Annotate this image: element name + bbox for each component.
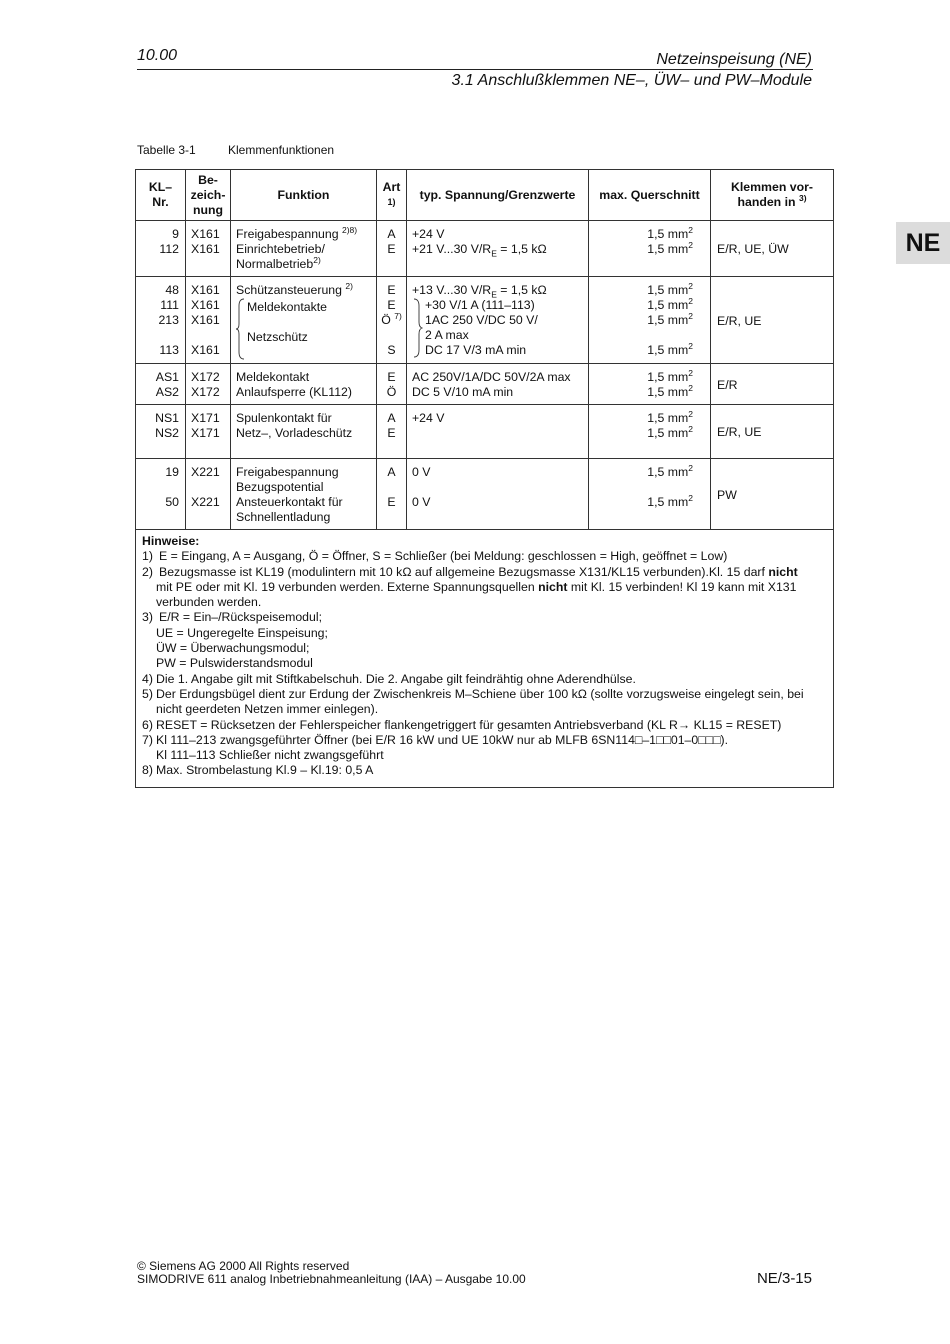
cell-querschnitt: 1,5 $mm^2$ 1,5 $mm^2$	[589, 364, 711, 405]
brace-icon	[236, 298, 246, 360]
note-4: 4) Die 1. Angabe gilt mit Stiftkabelschuh. Die 2. Angabe gilt feindrähtig ohne Aderendhülse.	[142, 671, 636, 686]
table-row	[136, 364, 834, 405]
cell-bezeichnung: X161 X161 X161 X161	[186, 277, 231, 364]
table-row	[136, 221, 834, 277]
cell-art: E Ö	[377, 364, 407, 405]
cell-querschnitt: 1,5 $mm^2$ 1,5 $mm^2$	[589, 459, 711, 530]
cell-art: A E	[377, 221, 407, 277]
cell-querschnitt: 1,5 $mm^2$ 1,5 $mm^2$	[589, 405, 711, 459]
brace-group: Meldekontakte Netzschütz	[236, 300, 372, 345]
notes-cell	[136, 530, 834, 788]
col-header-querschnitt: max. Querschnitt	[589, 170, 711, 221]
cell-spannung: 0 V 0 V	[407, 459, 589, 530]
cell-kl-nr: NS1 NS2	[136, 405, 186, 459]
footer-page-number: NE/3-15	[756, 1270, 812, 1287]
note-1: 1) E = Eingang, A = Ausgang, Ö = Öffner, S = Schließer (bei Meldung: geschlossen = High, geöffnet = Low)	[142, 549, 728, 564]
cell-querschnitt: 1,5 $mm^2$ 1,5 $mm^2$ 1,5 $mm^2$ 1,5 $mm^2$	[589, 277, 711, 364]
note-5: 5) Der Erdungsbügel dient zur Erdung der Zwischenkreis M–Schiene über 100 kΩ (sollte vorzugsweise eingelegt sein, bei nicht geerdeten Netzen immer einlegen).	[142, 686, 804, 717]
cell-klemmen: E/R, UE, ÜW	[711, 221, 834, 277]
header-title: Netzeinspeisung (NE)	[656, 51, 812, 68]
cell-spannung: +13 V...30 $V/R_E = 1,5$ kΩ +30 V/1 A (111–113) 1AC 250 V/DC 50 V/ 2 A max DC 17 V/3 mA min	[407, 277, 589, 364]
cell-funktion: Spulenkontakt für Netz–, Vorladeschütz	[231, 405, 377, 459]
brace-icon	[413, 298, 423, 358]
cell-bezeichnung: X221 X221	[186, 459, 231, 530]
col-header-art: Art 1)	[377, 170, 407, 221]
cell-spannung: +24 V +21 V...30 $V/R_E = 1,5$ kΩ	[407, 221, 589, 277]
brace-group: +30 V/1 A (111–113) 1AC 250 V/DC 50 V/ 2 A max DC 17 V/3 mA min	[412, 298, 584, 358]
note-8: 8) Max. Strombelastung Kl.9 – Kl.19: 0,5 A	[142, 763, 374, 778]
notes-title: Hinweise:	[142, 534, 200, 548]
table-caption-title: Klemmenfunktionen	[228, 143, 335, 157]
header-subtitle: 3.1 Anschlußklemmen NE–, ÜW– und PW–Module	[451, 72, 812, 89]
cell-art: A E	[377, 459, 407, 530]
terminal-table	[135, 169, 833, 788]
cell-funktion: Freigabespannung Bezugspotential Ansteuerkontakt für Schnellentladung	[231, 459, 377, 530]
header-rule	[137, 69, 813, 70]
cell-kl-nr: 9 112	[136, 221, 186, 277]
notes-row	[136, 530, 834, 788]
cell-klemmen: PW	[711, 459, 834, 530]
cell-klemmen: E/R	[711, 364, 834, 405]
cell-kl-nr: AS1 AS2	[136, 364, 186, 405]
cell-bezeichnung: X161 X161	[186, 221, 231, 277]
note-3: 3) E/R = Ein–/Rückspeisemodul; UE = Ungeregelte Einspeisung; ÜW = Überwachungsmodul; PW = Pulswiderstandsmodul	[142, 610, 328, 671]
table-header-row	[136, 170, 834, 221]
col-header-bezeichnung: Be- zeich- nung	[186, 170, 231, 221]
col-header-klemmen: Klemmen vor- handen in $^{3)}$	[711, 170, 834, 221]
cell-kl-nr: 48 111 213 113	[136, 277, 186, 364]
cell-klemmen: E/R, UE	[711, 405, 834, 459]
cell-bezeichnung: X172 X172	[186, 364, 231, 405]
col-header-spannung: typ. Spannung/Grenzwerte	[407, 170, 589, 221]
cell-art: E E Ö $^{7)}$ S	[377, 277, 407, 364]
header-version: 10.00	[137, 47, 178, 64]
col-header-kl-nr: KL– Nr.	[136, 170, 186, 221]
note-2: 2) Bezugsmasse ist KL19 (modulintern mit 10 kΩ auf allgemeine Bezugsmasse X131/KL15 verbunden).Kl. 15 darf nicht mit PE oder mit Kl. 19 verbunden werden. Externe Spannungsquellen nicht mit Kl. 15 verbinden! Kl 19 kann mit X131 verbunden werden.	[142, 564, 798, 610]
note-6: 6) RESET = Rücksetzen der Fehlerspeicher flankengetriggert für gesamten Antriebsverband (KL R→ KL15 = RESET)	[142, 717, 782, 732]
cell-funktion: Meldekontakt Anlaufsperre (KL112)	[231, 364, 377, 405]
table-caption-label: Tabelle 3-1	[137, 143, 196, 157]
cell-bezeichnung: X171 X171	[186, 405, 231, 459]
note-7: 7) Kl 111–213 zwangsgeführter Öffner (bei E/R 16 kW und UE 10kW nur ab MLFB 6SN114□–1□□01–0□□□). Kl 111–113 Schließer nicht zwangsgeführt	[142, 732, 729, 763]
cell-funktion: Freigabespannung $^{2)8)}$ Einrichtebetrieb/ Normalbetrieb$^{2)}$	[231, 221, 377, 277]
col-header-funktion: Funktion	[231, 170, 377, 221]
cell-kl-nr: 19 50	[136, 459, 186, 530]
table-row	[136, 405, 834, 459]
cell-funktion: Schützansteuerung $^{2)}$ Meldekontakte Netzschütz	[231, 277, 377, 364]
cell-spannung: AC 250V/1A/DC 50V/2A max DC 5 V/10 mA min	[407, 364, 589, 405]
cell-querschnitt: 1,5 $mm^2$ 1,5 $mm^2$	[589, 221, 711, 277]
cell-art: A E	[377, 405, 407, 459]
footer-manual: SIMODRIVE 611 analog Inbetriebnahmeanleitung (IAA) – Ausgabe 10.00	[137, 1272, 526, 1286]
section-tab: NE	[896, 222, 950, 264]
cell-klemmen: E/R, UE	[711, 277, 834, 364]
table-row	[136, 459, 834, 530]
footer-copyright: © Siemens AG 2000 All Rights reserved	[137, 1259, 350, 1273]
table-caption	[137, 143, 335, 157]
cell-spannung: +24 V	[407, 405, 589, 459]
table-row	[136, 277, 834, 364]
